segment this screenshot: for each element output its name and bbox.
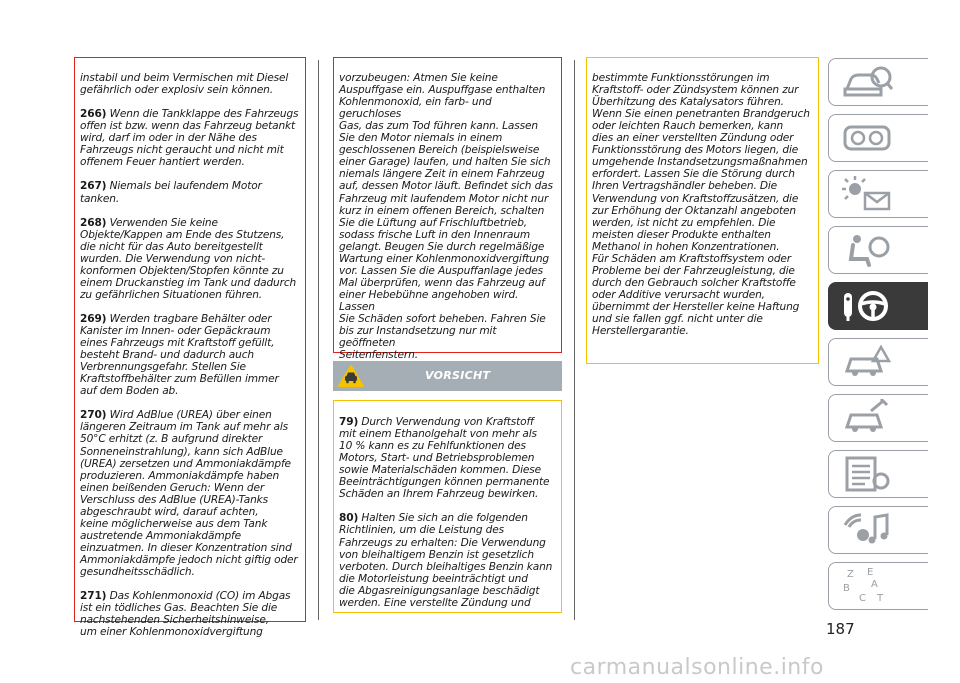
note-number: 270) (80, 409, 107, 422)
warning-note-270 (80, 409, 299, 578)
note-number: 268) (80, 216, 107, 229)
caution-title: VORSICHT (425, 369, 491, 382)
note-text: Niemals bei laufendem Motor tanken. (80, 180, 262, 205)
warning-note-271 (80, 590, 299, 638)
caution-box-right (586, 57, 819, 364)
chapter-tab-index[interactable] (828, 562, 928, 610)
note-number: 79) (339, 416, 359, 429)
note-number: 271) (80, 590, 107, 603)
note-number: 80) (339, 512, 359, 525)
technical-data-icon (841, 455, 893, 493)
column-separator (318, 60, 319, 620)
chapter-tab-breakdown[interactable] (828, 338, 928, 386)
caution-note-79 (339, 416, 555, 500)
chapter-tab-dashboard[interactable] (828, 114, 928, 162)
svg-text:B: B (843, 583, 850, 594)
note-number: 269) (80, 312, 107, 325)
page-number: 187 (826, 620, 855, 638)
svg-text:A: A (871, 579, 878, 590)
car-breakdown-icon (841, 343, 893, 381)
car-dashboard-icon (841, 119, 893, 157)
watermark: carmanualsonline.info (570, 655, 824, 680)
note-text: Durch Verwendung von Kraftstoff mit einem Ethanolgehalt von mehr als 10 % kann es zu Fehlfunktionen des Motors, Start- und Betriebsproblemen sowie Materialschäden kommen. Diese Beeinträchtigungen können permanente Schäden an Ihrem Fahrzeug bewirken. (339, 416, 550, 501)
caution-note-80 (339, 512, 555, 608)
chapter-tab-safety[interactable] (828, 226, 928, 274)
airbag-safety-icon (841, 231, 893, 269)
chapter-tab-car-info[interactable] (828, 58, 928, 106)
multimedia-icon (841, 511, 893, 549)
note-text: Verwenden Sie keine Objekte/Kappen am Ende des Stutzens, die nicht für das Auto bereitgestellt wurden. Die Verwendung von nicht- konformen Objekten/Stopfen könnte zu einem Druckanstieg im Tank und dadurch zu gefährlichen Situationen führen. (80, 216, 297, 301)
note-text: Das Kohlenmonoxid (CO) im Abgas ist ein tödliches Gas. Beachten Sie die nachstehenden Sicherheitshinweise, um einer Kohlenmonoxidvergiftung (80, 590, 291, 639)
maintenance-icon (841, 399, 893, 437)
note-number: 267) (80, 180, 107, 193)
svg-text:T: T (877, 593, 884, 604)
caution-car-icon (338, 365, 364, 387)
warning-lights-icon (841, 175, 893, 213)
warning-note-267 (80, 180, 299, 204)
chapter-tab-warning-lights[interactable] (828, 170, 928, 218)
note-text: Wird AdBlue (UREA) über einen längeren Zeitraum im Tank auf mehr als 50°C erhitzt (z. B aufgrund direkter Sonneneinstrahlung), kann sich AdBlue (UREA) zersetzen und Ammoniakdämpfe produzieren. Ammoniakdämpfe haben einen beißenden Geruch: Wenn der Verschluss des AdBlue (UREA)-Tanks abgeschraubt wird, darauf achten, keine möglicherweise aus dem Tank austretende Ammoniakdämpfe einzuatmen. In dieser Konzentration sind Ammoniakdämpfe jedoch nicht giftig oder gesundheitsschädlich. (80, 409, 298, 578)
chapter-tab-maintenance[interactable] (828, 394, 928, 442)
caution-box (333, 400, 562, 613)
chapter-tab-technical-data[interactable] (828, 450, 928, 498)
warning-box-left (74, 57, 306, 639)
note-text: Werden tragbare Behälter oder Kanister im Innen- oder Gepäckraum eines Fahrzeugs mit Kraftstoff gefüllt, besteht Brand- und dadurch auch Verbrennungsgefahr. Stellen Sie Kraftstoffbehälter zum Befüllen immer auf dem Boden ab. (80, 312, 279, 398)
svg-text:E: E (867, 567, 874, 578)
svg-text:C: C (859, 593, 866, 604)
warning-continued-text: vorzubeugen: Atmen Sie keine Auspuffgase ein. Auspuffgase enthalten Kohlenmonoxid, ein farb- und geruchloses Gas, das zum Tod führen kann. Lassen Sie den Motor niemals in einem geschlossenen Bereich (beispielsweise einer Garage) laufen, und halten Sie sich niemals längere Zeit in einem Fahrzeug auf, dessen Motor läuft. Befindet sich das Fahrzeug mit laufendem Motor nicht nur kurz in einem offenen Bereich, schalten Sie die Lüftung auf Frischluftbetrieb, sodass frische Luft in den Innenraum gelangt. Beugen Sie durch regelmäßige Wartung einer Kohlenmonoxidvergiftung vor. Lassen Sie die Auspuffanlage jedes Mal überprüfen, wenn das Fahrzeug auf einer Hebebühne angehoben wird. Lassen Sie Schäden sofort beheben. Fahren Sie bis zur Instandsetzung nur mit geöffneten Seitenfenstern. (339, 72, 553, 362)
warning-note-268 (80, 217, 299, 301)
column-separator (574, 60, 575, 620)
key-steering-wheel-icon (841, 287, 893, 325)
caution-header (333, 361, 562, 391)
note-text: Halten Sie sich an die folgenden Richtlinien, um die Leistung des Fahrzeugs zu erhalten: Die Verwendung von bleihaltigem Benzin ist gesetzlich verboten. Durch bleihaltiges Benzin kann die Motorleistung beeinträchtigt und die Abgasreinigungsanlage beschädigt werden. Eine verstellte Zündung und (339, 512, 553, 609)
caution-continued-text: bestimmte Funktionsstörungen im Kraftstoff- oder Zündsystem können zur Überhitzung des Katalysators führen. Wenn Sie einen penetranten Brandgeruch oder leichten Rauch bemerken, kann dies an einer verstellten Zündung oder Funktionsstörung des Motors liegen, die umgehende Instandsetzungsmaßnahmen erfordert. Lassen Sie die Störung durch Ihren Vertragshändler beheben. Die Verwendung von Kraftstoffzusätzen, die zur Erhöhung der Oktanzahl angeboten werden, ist nicht zu empfehlen. Die meisten dieser Produkte enthalten Methanol in hohen Konzentrationen. Für Schäden am Kraftstoffsystem oder Probleme bei der Fahrzeugleistung, die durch den Gebrauch solcher Kraftstoffe oder Additive verursacht wurden, übernimmt der Hersteller keine Haftung und sie fallen ggf. nicht unter die Herstellergarantie. (592, 72, 810, 338)
car-info-icon (841, 63, 893, 101)
warning-intro-text: instabil und beim Vermischen mit Diesel gefährlich oder explosiv sein können. (80, 72, 289, 97)
index-icon (841, 567, 893, 605)
chapter-tab-starting-driving[interactable] (828, 282, 928, 330)
warning-note-266 (80, 108, 299, 168)
warning-note-269 (80, 313, 299, 397)
chapter-tab-multimedia[interactable] (828, 506, 928, 554)
note-text: Wenn die Tankklappe des Fahrzeugs offen ist bzw. wenn das Fahrzeug betankt wird, darf im oder in der Nähe des Fahrzeugs nicht geraucht und nicht mit offenem Feuer hantiert werden. (80, 108, 299, 169)
warning-box-middle (333, 57, 562, 362)
svg-text:Z: Z (847, 569, 854, 580)
note-number: 266) (80, 108, 107, 121)
